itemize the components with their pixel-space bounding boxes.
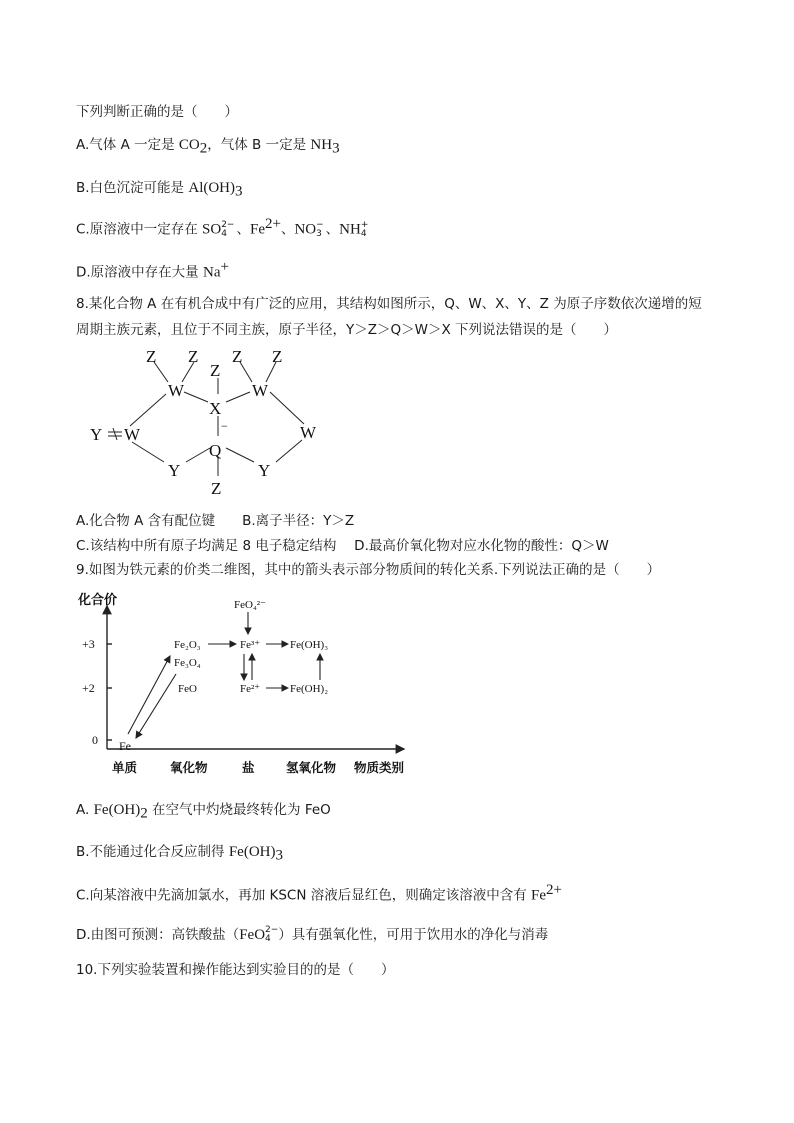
diagram-atom-z: Z: [211, 479, 222, 498]
q8-stem-line2: 周期主族元素，且位于不同主族，原子半径，Y＞Z＞Q＞W＞X 下列说法错误的是（ ）: [76, 322, 618, 338]
diagram-atom-w: W: [168, 381, 185, 400]
diagram-atom-z: Z: [210, 361, 221, 380]
q8-options-cd: C.该结构中所有原子均满足 8 电子稳定结构 D.最高价氧化物对应水化物的酸性：Q＞W: [76, 538, 609, 554]
species-feo: FeO: [178, 683, 197, 695]
q7-stem: 下列判断正确的是（ ）: [76, 104, 238, 120]
x-axis-title: 物质类别: [354, 760, 405, 775]
y-tick: +3: [82, 637, 95, 651]
q9-stem: 9.如图为铁元素的价类二维图，其中的箭头表示部分物质间的转化关系.下列说法正确的是（ ）: [76, 562, 661, 578]
x-category: 氢氧化物: [286, 760, 337, 775]
q9-option-a: A. $Fe(OH)_2$ 在空气中灼烧最终转化为 FeO: [76, 802, 331, 822]
x-category: 氧化物: [170, 760, 208, 775]
species-feoh2: Fe(OH)₂: [290, 683, 329, 695]
x-category: 盐: [242, 760, 255, 775]
q8-options-ab: A.化合物 A 含有配位键 B.离子半径：Y＞Z: [76, 513, 355, 529]
y-tick: 0: [92, 733, 98, 747]
q9-option-b: B.不能通过化合反应制得 $Fe(OH)_3$: [76, 844, 283, 864]
diagram-atom-w: W: [124, 425, 141, 444]
q8-structure-diagram: [80, 344, 340, 502]
species-fe2o3: Fe₂O₃: [174, 639, 201, 651]
diagram-atom-y: Y: [258, 461, 271, 480]
diagram-atom-w: W: [300, 423, 317, 442]
x-category: 单质: [112, 760, 138, 775]
diagram-atom-z: Z: [232, 347, 243, 366]
species-feo4: FeO₄²⁻: [234, 599, 266, 611]
diagram-atom-x: X: [209, 399, 222, 418]
y-axis-title: 化合价: [78, 592, 118, 607]
q9-iron-valence-chart: [76, 584, 416, 780]
y-tick: +2: [82, 681, 95, 695]
species-fe3o4: Fe₃O₄: [174, 657, 201, 669]
q7-option-c: C.原溶液中一定存在 SO 2− 4 、$Fe^{2+}$、NO − 3 、NH + 4: [76, 216, 369, 239]
species-feoh3: Fe(OH)₃: [290, 639, 329, 651]
q9-option-d: D.由图可预测：高铁酸盐（FeO 2− 4 ）具有强氧化性，可用于饮用水的净化与消毒: [76, 925, 549, 944]
q8-stem-line1: 8.某化合物 A 在有机合成中有广泛的应用，其结构如图所示，Q、W、X、Y、Z 为原子序数依次递增的短: [76, 296, 702, 312]
diagram-charge: −: [221, 419, 228, 433]
diagram-atom-y: Y: [168, 461, 181, 480]
diagram-atom-y: Y: [90, 425, 103, 444]
q7-option-d: D.原溶液中存在大量 Na+: [76, 259, 229, 281]
diagram-atom-z: Z: [272, 347, 283, 366]
species-fe3plus: Fe³⁺: [240, 639, 261, 651]
diagram-atom-w: W: [252, 381, 269, 400]
q9-option-c: C.向某溶液中先滴加氯水，再加 KSCN 溶液后显红色，则确定该溶液中含有 $Fe^{2+}$: [76, 882, 563, 904]
q10-stem: 10.下列实验装置和操作能达到实验目的的是（ ）: [76, 962, 395, 978]
diagram-atom-z: Z: [188, 347, 199, 366]
q7-option-a: A.气体 A 一定是 $CO_2$，气体 B 一定是 $NH_3$: [76, 137, 340, 157]
diagram-atom-z: Z: [146, 347, 157, 366]
q7-option-b: B.白色沉淀可能是 $Al(OH)_3$: [76, 180, 243, 200]
species-fe2plus: Fe²⁺: [240, 683, 261, 695]
diagram-atom-q: Q: [209, 441, 222, 460]
species-fe: Fe: [119, 739, 131, 753]
